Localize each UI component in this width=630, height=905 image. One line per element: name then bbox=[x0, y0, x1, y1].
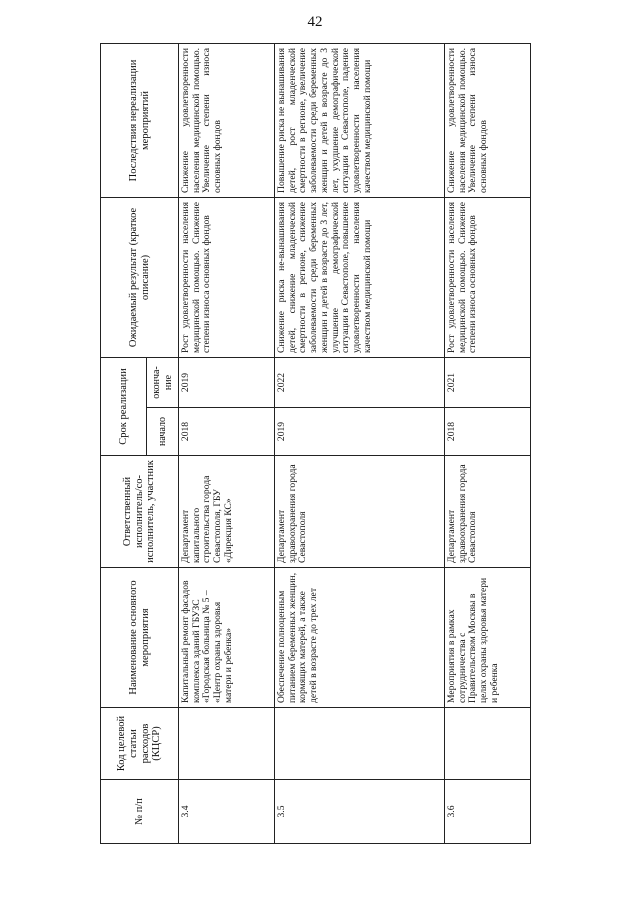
row-start: 2018 bbox=[445, 408, 531, 456]
header-consequences: Последствия нереализации мероприятий bbox=[101, 43, 179, 197]
row-end: 2019 bbox=[179, 357, 275, 407]
row-end: 2022 bbox=[275, 357, 445, 407]
row-start: 2019 bbox=[275, 408, 445, 456]
table-row bbox=[445, 43, 531, 843]
header-result: Ожидаемый результат (краткое описание) bbox=[101, 197, 179, 357]
table-row bbox=[275, 43, 445, 843]
row-result: Рост удовлетворенности населения медицинской помощью. Снижение степени износа основных фондов bbox=[179, 197, 275, 357]
header-start: начало bbox=[147, 408, 179, 456]
table-container bbox=[100, 44, 530, 844]
row-end: 2021 bbox=[445, 357, 531, 407]
header-term: Срок реализации bbox=[101, 357, 147, 455]
row-responsible: Департамент капитального строительства города Севастополя, ГБУ «Дирекция КС» bbox=[179, 456, 275, 568]
row-name: Мероприятия в рамках сотрудничества с Правительством Москвы в целях охраны здоровья матери и ребенка bbox=[445, 568, 531, 708]
header-responsible: Ответственный исполнитель/со-исполнитель, участник bbox=[101, 456, 179, 568]
measures-table bbox=[100, 43, 531, 844]
rotated-table-frame bbox=[100, 44, 530, 844]
row-name: Капитальный ремонт фасадов комплекса зданий ГБУЗС «Городская больница № 5 – «Центр охраны здоровья матери и ребенка» bbox=[179, 568, 275, 708]
table-row bbox=[179, 43, 275, 843]
row-kcsr bbox=[445, 708, 531, 780]
row-num: 3.5 bbox=[275, 780, 445, 844]
row-num: 3.4 bbox=[179, 780, 275, 844]
header-num: № п/п bbox=[101, 780, 179, 844]
row-start: 2018 bbox=[179, 408, 275, 456]
row-responsible: Департамент здравоохранения города Севастополя bbox=[275, 456, 445, 568]
header-name: Наименование основного мероприятия bbox=[101, 568, 179, 708]
row-num: 3.6 bbox=[445, 780, 531, 844]
row-kcsr bbox=[179, 708, 275, 780]
row-responsible: Департамент здравоохранения города Севастополя bbox=[445, 456, 531, 568]
row-kcsr bbox=[275, 708, 445, 780]
row-consequences: Повышение риска не вынашивания детей, рост младенческой смертности в регионе, увеличение заболеваемости среди беременных женщин и детей в возрасте до 3 лет, ухудшение демографической ситуации в Севастополе, падение удовлетворенности населения качеством медицинской помощи bbox=[275, 43, 445, 197]
row-result: Снижение риска не-вынашивания детей, снижение младенческой смертности в регионе, снижение заболеваемости среди беременных женщин и детей в возрасте до 3 лет, улучшение демографической ситуации в Севастополе, повышение удовлетворенности населения качеством медицинской помощи bbox=[275, 197, 445, 357]
row-name: Обеспечение полноценным питанием беременных женщин, кормящих матерей, а также детей в возрасте до трех лет bbox=[275, 568, 445, 708]
row-result: Рост удовлетворенности населения медицинской помощью. Снижение степени износа основных фондов bbox=[445, 197, 531, 357]
row-consequences: Снижение удовлетворенности населения медицинской помощью. Увеличение степени износа основных фондов bbox=[179, 43, 275, 197]
page-number: 42 bbox=[307, 14, 323, 30]
row-consequences: Снижение удовлетворенности населения медицинской помощью. Увеличение степени износа основных фондов bbox=[445, 43, 531, 197]
header-end: оконча-ние bbox=[147, 357, 179, 407]
header-kcsr: Код целевой статьи расходов (КЦСР) bbox=[101, 708, 179, 780]
